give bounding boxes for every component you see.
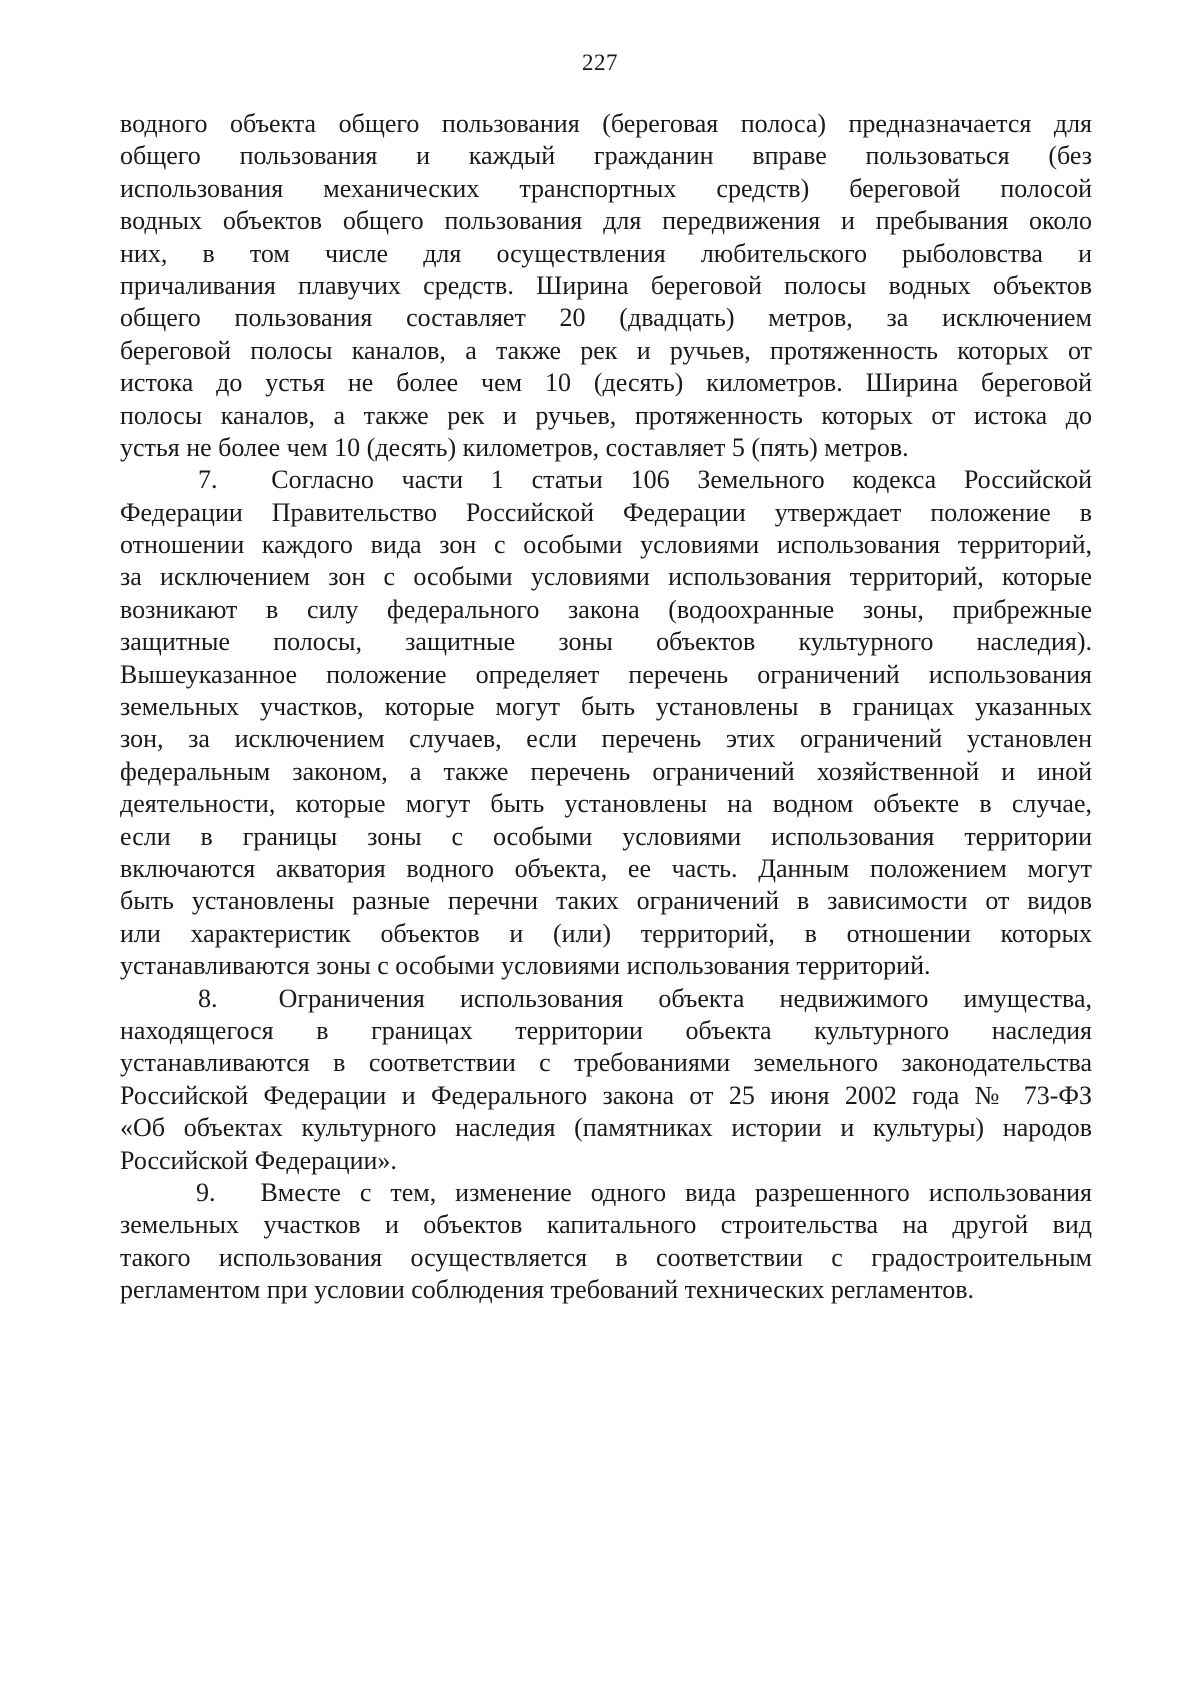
- paragraph-9-first-line: 9. Вместе с тем, изменение одного вида разрешенного использования: [196, 1177, 1092, 1207]
- text-line: Российской Федерации».: [120, 1145, 397, 1175]
- text-line: истока до устья не более чем 10 (десять) километров. Ширина береговой: [120, 368, 1092, 398]
- text-line: зон, за исключением случаев, если перечень этих ограничений установлен: [120, 724, 1092, 754]
- text-line: общего пользования составляет 20 (двадцать) метров, за исключением: [120, 303, 1092, 333]
- text-line: полосы каналов, а также рек и ручьев, протяженность которых от истока до: [120, 400, 1092, 430]
- text-line: использования механических транспортных средств) береговой полосой: [120, 173, 1092, 203]
- text-line: возникают в силу федерального закона (водоохранные зоны, прибрежные: [120, 594, 1092, 624]
- text-line: Вышеуказанное положение определяет перечень ограничений использования: [120, 659, 1092, 689]
- text-line: земельных участков и объектов капитального строительства на другой вид: [120, 1210, 1092, 1240]
- text-line: включаются акватория водного объекта, ее часть. Данным положением могут: [120, 853, 1092, 883]
- text-line: отношении каждого вида зон с особыми условиями использования территорий,: [120, 530, 1092, 560]
- text-line: водных объектов общего пользования для передвижения и пребывания около: [120, 206, 1092, 236]
- text-line: Федерации Правительство Российской Федерации утверждает положение в: [120, 497, 1092, 527]
- text-line: них, в том числе для осуществления любительского рыболовства и: [120, 238, 1092, 268]
- text-line: устанавливаются зоны с особыми условиями использования территорий.: [120, 951, 931, 981]
- text-line: быть установлены разные перечни таких ограничений в зависимости от видов: [120, 886, 1092, 916]
- text-line: устья не более чем 10 (десять) километров, составляет 5 (пять) метров.: [120, 432, 909, 462]
- text-line: защитные полосы, защитные зоны объектов культурного наследия).: [120, 627, 1092, 657]
- page-number: 227: [582, 50, 618, 75]
- body-text: [120, 108, 1092, 1306]
- text-line: за исключением зон с особыми условиями использования территорий, которые: [120, 562, 1092, 592]
- text-line: устанавливаются в соответствии с требованиями земельного законодательства: [120, 1048, 1092, 1078]
- text-line: Российской Федерации и Федерального закона от 25 июня 2002 года № 73-ФЗ: [120, 1080, 1092, 1110]
- text-line: такого использования осуществляется в соответствии с градостроительным: [120, 1242, 1092, 1272]
- text-line: причаливания плавучих средств. Ширина береговой полосы водных объектов: [120, 270, 1092, 300]
- text-line: «Об объектах культурного наследия (памятниках истории и культуры) народов: [120, 1113, 1092, 1143]
- text-line: находящегося в границах территории объекта культурного наследия: [120, 1015, 1092, 1045]
- text-line: деятельности, которые могут быть установлены на водном объекте в случае,: [120, 789, 1092, 819]
- text-line: береговой полосы каналов, а также рек и ручьев, протяженность которых от: [120, 335, 1092, 365]
- text-line: регламентом при условии соблюдения требований технических регламентов.: [120, 1275, 974, 1305]
- text-line: водного объекта общего пользования (береговая полоса) предназначается для: [120, 109, 1092, 138]
- text-line: федеральным законом, а также перечень ограничений хозяйственной и иной: [120, 756, 1092, 786]
- text-line: земельных участков, которые могут быть установлены в границах указанных: [120, 692, 1092, 722]
- paragraph-7-first-line: 7. Согласно части 1 статьи 106 Земельного кодекса Российской: [198, 465, 1092, 495]
- text-line: общего пользования и каждый гражданин вправе пользоваться (без: [120, 141, 1092, 171]
- text-line: если в границы зоны с особыми условиями использования территории: [120, 821, 1092, 851]
- text-line: или характеристик объектов и (или) территорий, в отношении которых: [120, 918, 1092, 948]
- paragraph-8-first-line: 8. Ограничения использования объекта недвижимого имущества,: [198, 983, 1092, 1013]
